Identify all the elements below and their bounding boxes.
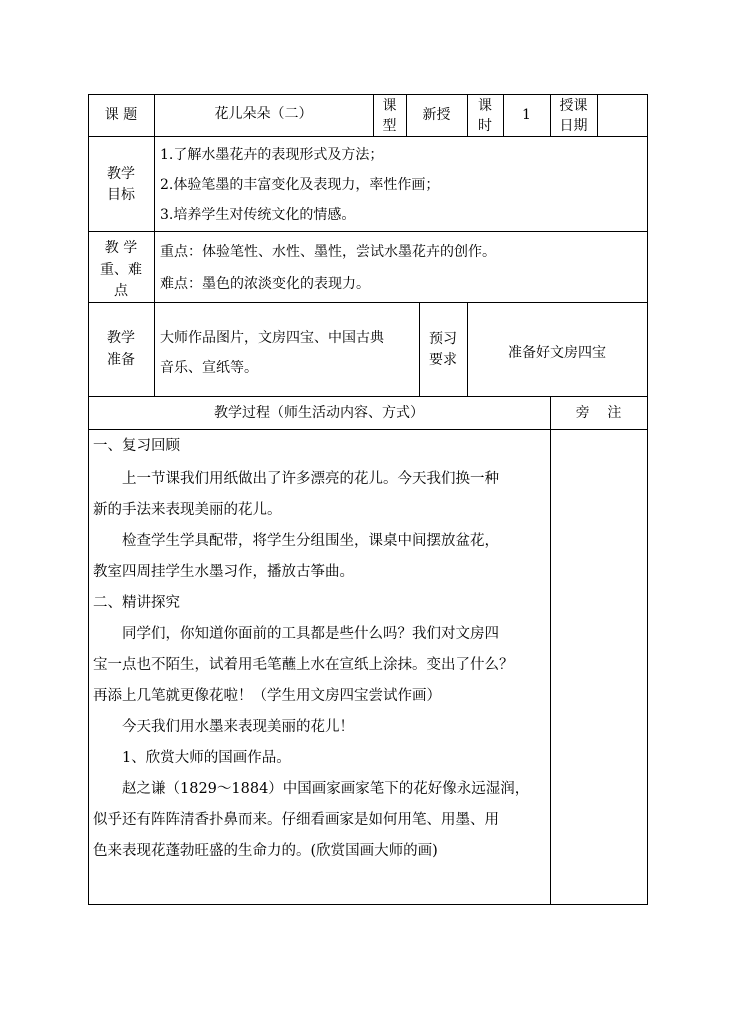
row-divider — [88, 429, 647, 430]
preview-label: 预习 — [429, 331, 457, 347]
preparation-label: 准备 — [107, 352, 135, 368]
col-divider — [154, 94, 155, 397]
process-line: 色来表现花蓬勃旺盛的生命力的。(欣赏国画大师的画) — [93, 843, 438, 859]
notes-header: 旁 注 — [575, 405, 622, 421]
process-line: 同学们，你知道你面前的工具都是些什么吗？我们对文房四 — [93, 626, 499, 642]
table-border-top — [88, 94, 647, 95]
process-line: 赵之谦（1829～1884）中国画家画家笔下的花好像永远湿润， — [93, 781, 530, 797]
hours-label: 课 — [478, 98, 492, 114]
process-line: 1、欣赏大师的国画作品。 — [93, 750, 291, 766]
table-border-right — [647, 94, 648, 905]
key-points-label: 重、难 — [100, 262, 142, 278]
process-line: 上一节课我们用纸做出了许多漂亮的花儿。今天我们换一种 — [93, 471, 499, 487]
hours-label: 时 — [478, 118, 492, 134]
process-line: 宝一点也不陌生，试着用毛笔蘸上水在宣纸上涂抹。变出了什么？ — [93, 657, 514, 673]
process-line: 似乎还有阵阵清香扑鼻而来。仔细看画家是如何用笔、用墨、用 — [93, 812, 499, 828]
row-divider — [88, 302, 647, 303]
key-point-text: 重点：体验笔性、水性、墨性，尝试水墨花卉的创作。 — [160, 244, 496, 260]
process-line: 教室四周挂学生水墨习作，播放古筝曲。 — [93, 564, 354, 580]
table-border-left — [88, 94, 89, 905]
preparation-text: 大师作品图片，文房四宝、中国古典 — [160, 330, 384, 346]
type-value: 新授 — [422, 107, 451, 123]
topic-label: 课 题 — [104, 107, 138, 123]
preparation-label: 教学 — [107, 330, 135, 346]
date-label: 日期 — [559, 118, 588, 134]
preparation-text: 音乐、宣纸等。 — [160, 360, 258, 376]
key-points-label: 点 — [114, 283, 128, 299]
type-label: 课 — [382, 98, 397, 114]
col-divider — [550, 396, 551, 905]
difficult-point-text: 难点：墨色的浓淡变化的表现力。 — [160, 276, 370, 292]
process-line: 再添上几笔就更像花啦！（学生用文房四宝尝试作画） — [93, 688, 441, 704]
key-points-label: 教 学 — [104, 240, 138, 256]
process-line: 一、复习回顾 — [93, 438, 180, 454]
preview-label: 要求 — [429, 352, 457, 368]
process-line: 今天我们用水墨来表现美丽的花儿！ — [93, 719, 354, 735]
topic-value: 花儿朵朵（二） — [214, 106, 313, 122]
process-header: 教学过程（师生活动内容、方式） — [214, 405, 424, 421]
process-line: 检查学生学具配带，将学生分组围坐，课桌中间摆放盆花， — [93, 533, 499, 549]
table-border-bottom — [88, 904, 647, 905]
row-divider — [88, 136, 647, 137]
col-divider — [419, 302, 420, 397]
row-divider — [88, 231, 647, 232]
col-divider — [597, 94, 598, 137]
hours-value: 1 — [522, 107, 531, 123]
goal-item: 2.体验笔墨的丰富变化及表现力，率性作画； — [160, 177, 440, 193]
type-label: 型 — [382, 118, 397, 134]
row-divider — [88, 396, 647, 397]
process-line: 新的手法来表现美丽的花儿。 — [93, 502, 282, 518]
goals-label: 教学 — [107, 166, 135, 182]
process-line: 二、精讲探究 — [93, 595, 180, 611]
goals-label: 目标 — [107, 187, 135, 203]
goal-item: 1.了解水墨花卉的表现形式及方法； — [160, 147, 384, 163]
preview-value: 准备好文房四宝 — [508, 345, 606, 361]
goal-item: 3.培养学生对传统文化的情感。 — [160, 207, 356, 223]
date-label: 授课 — [559, 98, 588, 114]
